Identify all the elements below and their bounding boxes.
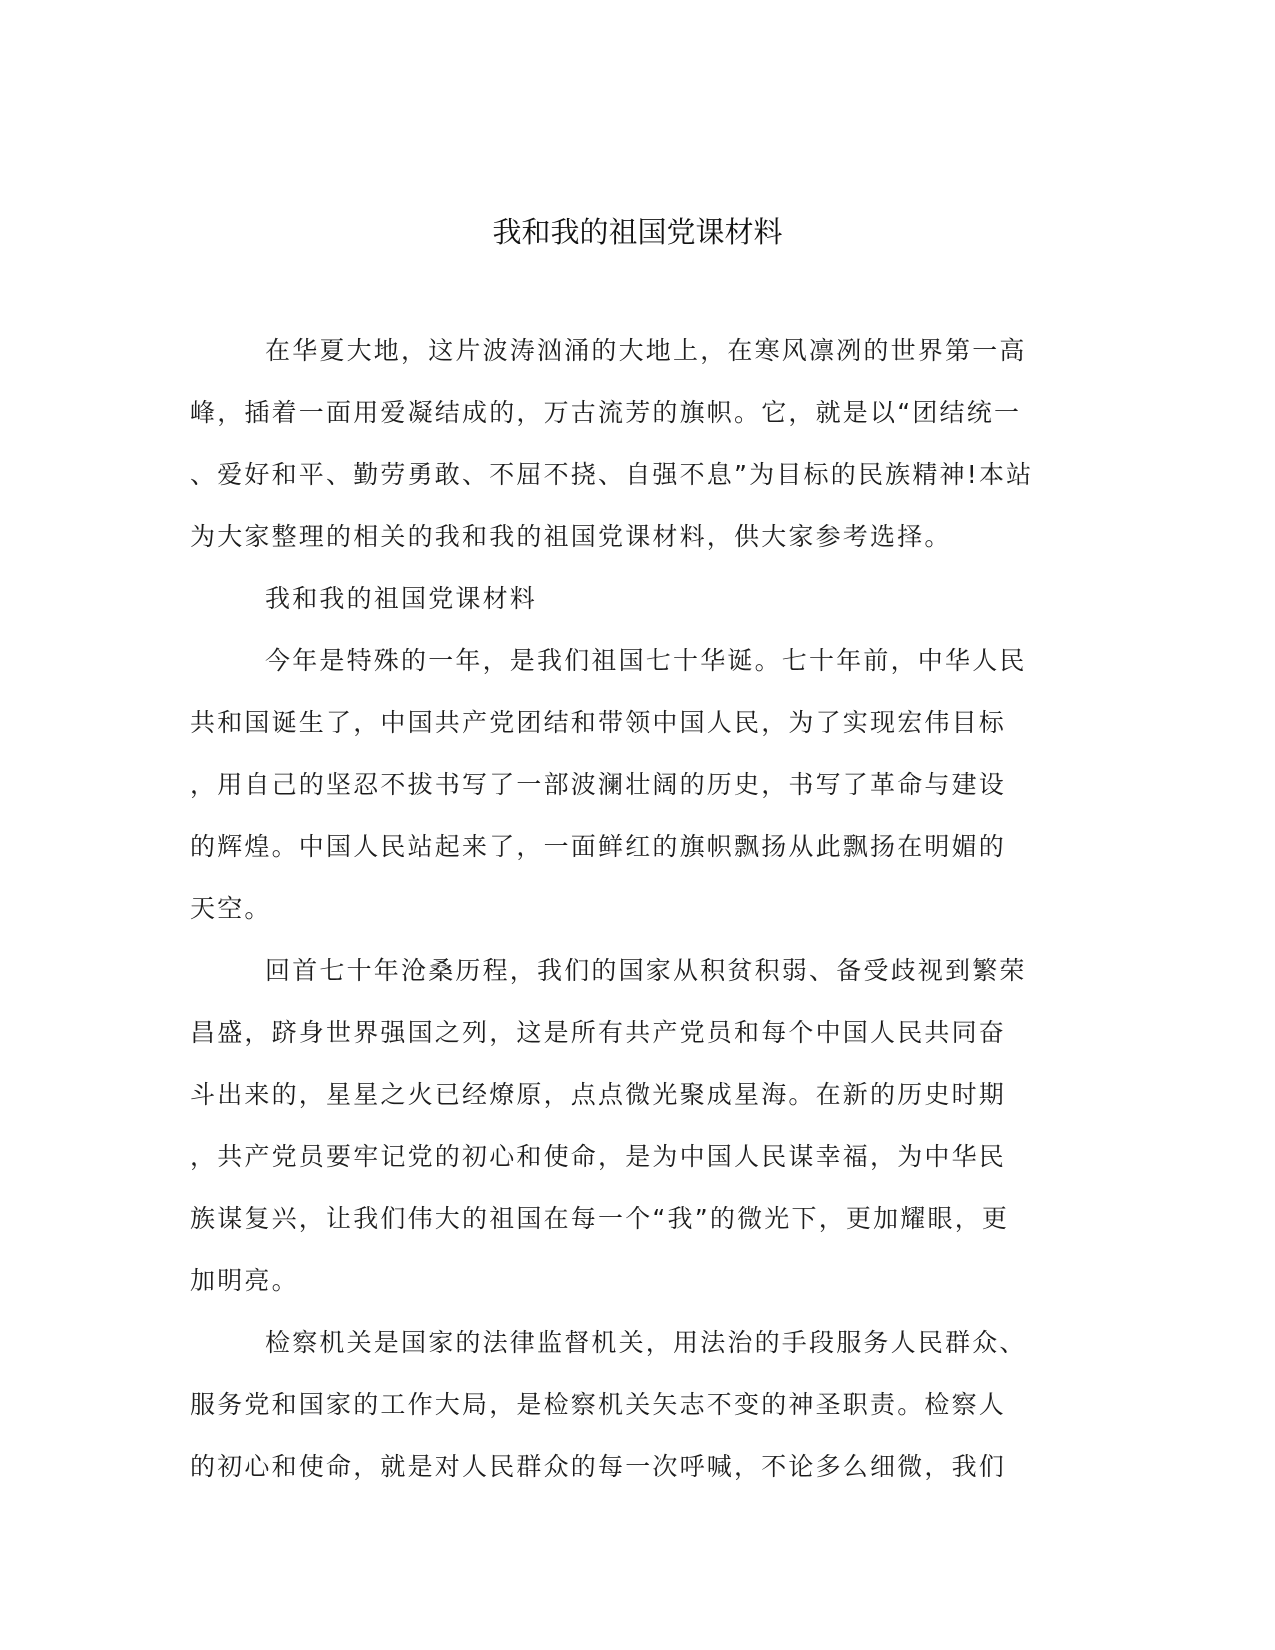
paragraph-line: 的辉煌。中国人民站起来了，一面鲜红的旗帜飘扬从此飘扬在明媚的 [190, 832, 1007, 861]
paragraph-line: ，用自己的坚忍不拔书写了一部波澜壮阔的历史，书写了革命与建设 [190, 770, 1007, 799]
paragraph-line: 昌盛，跻身世界强国之列，这是所有共产党员和每个中国人民共同奋 [190, 1018, 1007, 1047]
paragraph-line: 的初心和使命，就是对人民群众的每一次呼喊，不论多么细微，我们 [190, 1452, 1007, 1481]
paragraph-line: ，共产党员要牢记党的初心和使命，是为中国人民谋幸福，为中华民 [190, 1142, 1007, 1171]
paragraph-line: 、爱好和平、勤劳勇敢、不屈不挠、自强不息”为目标的民族精神!本站 [190, 460, 1034, 489]
paragraph-line: 我和我的祖国党课材料 [265, 584, 538, 613]
paragraph-line: 回首七十年沧桑历程，我们的国家从积贫积弱、备受歧视到繁荣 [265, 956, 1027, 985]
document-title: 我和我的祖国党课材料 [492, 215, 783, 249]
paragraph-line: 服务党和国家的工作大局，是检察机关矢志不变的神圣职责。检察人 [190, 1390, 1007, 1419]
paragraph-line: 加明亮。 [190, 1266, 299, 1295]
paragraph-line: 为大家整理的相关的我和我的祖国党课材料，供大家参考选择。 [190, 522, 952, 551]
paragraph-intro [190, 320, 1090, 568]
paragraph-line: 今年是特殊的一年，是我们祖国七十华诞。七十年前，中华人民 [265, 646, 1027, 675]
paragraph-line: 天空。 [190, 894, 272, 923]
paragraph-subtitle [190, 568, 1090, 630]
document-body [190, 320, 1090, 1498]
paragraph-procuratorate [190, 1312, 1090, 1498]
paragraph-line: 在华夏大地，这片波涛汹涌的大地上，在寒风凛冽的世界第一高 [265, 336, 1027, 365]
paragraph-line: 族谋复兴，让我们伟大的祖国在每一个“我”的微光下，更加耀眼，更 [190, 1204, 1010, 1233]
paragraph-line: 斗出来的，星星之火已经燎原，点点微光聚成星海。在新的历史时期 [190, 1080, 1007, 1109]
paragraph-line: 检察机关是国家的法律监督机关，用法治的手段服务人民群众、 [265, 1328, 1027, 1357]
paragraph-anniversary [190, 630, 1090, 940]
paragraph-line: 共和国诞生了，中国共产党团结和带领中国人民，为了实现宏伟目标 [190, 708, 1007, 737]
paragraph-line: 峰，插着一面用爱凝结成的，万古流芳的旗帜。它，就是以“团结统一 [190, 398, 1022, 427]
paragraph-history [190, 940, 1090, 1312]
